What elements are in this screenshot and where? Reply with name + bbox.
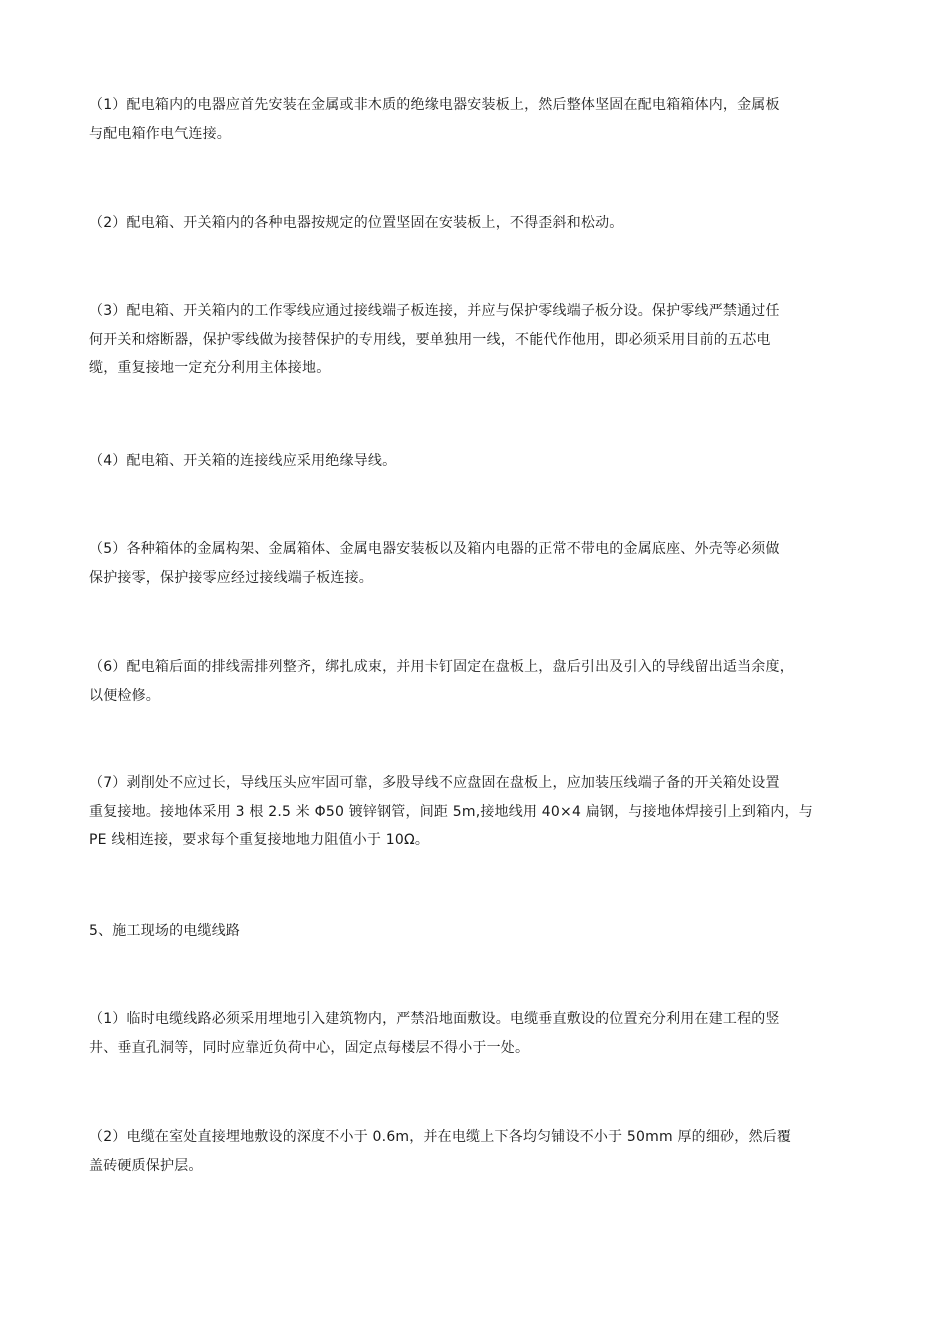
paragraph-6 bbox=[89, 653, 871, 710]
section-paragraph-1 bbox=[89, 1005, 871, 1062]
section-paragraph-2 bbox=[89, 1123, 871, 1180]
paragraph-line: （3）配电箱、开关箱内的工作零线应通过接线端子板连接，并应与保护零线端子板分设。保护零线严禁通过任 bbox=[89, 303, 780, 319]
paragraph-line: PE 线相连接，要求每个重复接地地力阻值小于 10Ω。 bbox=[89, 832, 430, 848]
paragraph-line: （5）各种箱体的金属构架、金属箱体、金属电器安装板以及箱内电器的正常不带电的金属底座、外壳等必须做 bbox=[89, 541, 780, 557]
paragraph-2 bbox=[89, 209, 871, 238]
paragraph-line: 与配电箱作电气连接。 bbox=[89, 125, 231, 142]
paragraph-line: （7）剥削处不应过长，导线压头应牢固可靠，多股导线不应盘固在盘板上，应加装压线端子备的开关箱处设置 bbox=[89, 775, 780, 791]
paragraph-line: （2）电缆在室处直接埋地敷设的深度不小于 0.6m，并在电缆上下各均匀铺设不小于 50mm 厚的细砂，然后覆 bbox=[89, 1129, 792, 1145]
paragraph-line: 重复接地。接地体采用 3 根 2.5 米 Φ50 镀锌钢管，间距 5m,接地线用 40×4 扁钢，与接地体焊接引上到箱内，与 bbox=[89, 803, 813, 820]
paragraph-5 bbox=[89, 535, 871, 592]
paragraph-line: （4）配电箱、开关箱的连接线应采用绝缘导线。 bbox=[89, 453, 397, 469]
paragraph-line: 井、垂直孔洞等，同时应靠近负荷中心，固定点每楼层不得小于一处。 bbox=[89, 1039, 530, 1056]
paragraph-4 bbox=[89, 447, 871, 476]
paragraph-3 bbox=[89, 297, 871, 383]
paragraph-line: 何开关和熔断器，保护零线做为接替保护的专用线，要单独用一线，不能代作他用，即必须采用目前的五芯电 bbox=[89, 331, 771, 348]
paragraph-line: （2）配电箱、开关箱内的各种电器按规定的位置坚固在安装板上，不得歪斜和松动。 bbox=[89, 215, 624, 231]
paragraph-line: （1）配电箱内的电器应首先安装在金属或非木质的绝缘电器安装板上，然后整体坚固在配电箱箱体内，金属板 bbox=[89, 97, 780, 113]
paragraph-7 bbox=[89, 769, 871, 855]
paragraph-1 bbox=[89, 91, 871, 148]
paragraph-line: （6）配电箱后面的排线需排列整齐，绑扎成束，并用卡钉固定在盘板上，盘后引出及引入的导线留出适当余度， bbox=[89, 659, 794, 675]
paragraph-line: （1）临时电缆线路必须采用埋地引入建筑物内，严禁沿地面敷设。电缆垂直敷设的位置充分利用在建工程的竖 bbox=[89, 1011, 780, 1027]
paragraph-line: 保护接零，保护接零应经过接线端子板连接。 bbox=[89, 569, 373, 586]
paragraph-line: 缆，重复接地一定充分利用主体接地。 bbox=[89, 360, 331, 376]
paragraph-line: 盖砖硬质保护层。 bbox=[89, 1157, 203, 1174]
section-heading: 5、施工现场的电缆线路 bbox=[89, 923, 241, 939]
paragraph-line: 以便检修。 bbox=[89, 687, 160, 704]
